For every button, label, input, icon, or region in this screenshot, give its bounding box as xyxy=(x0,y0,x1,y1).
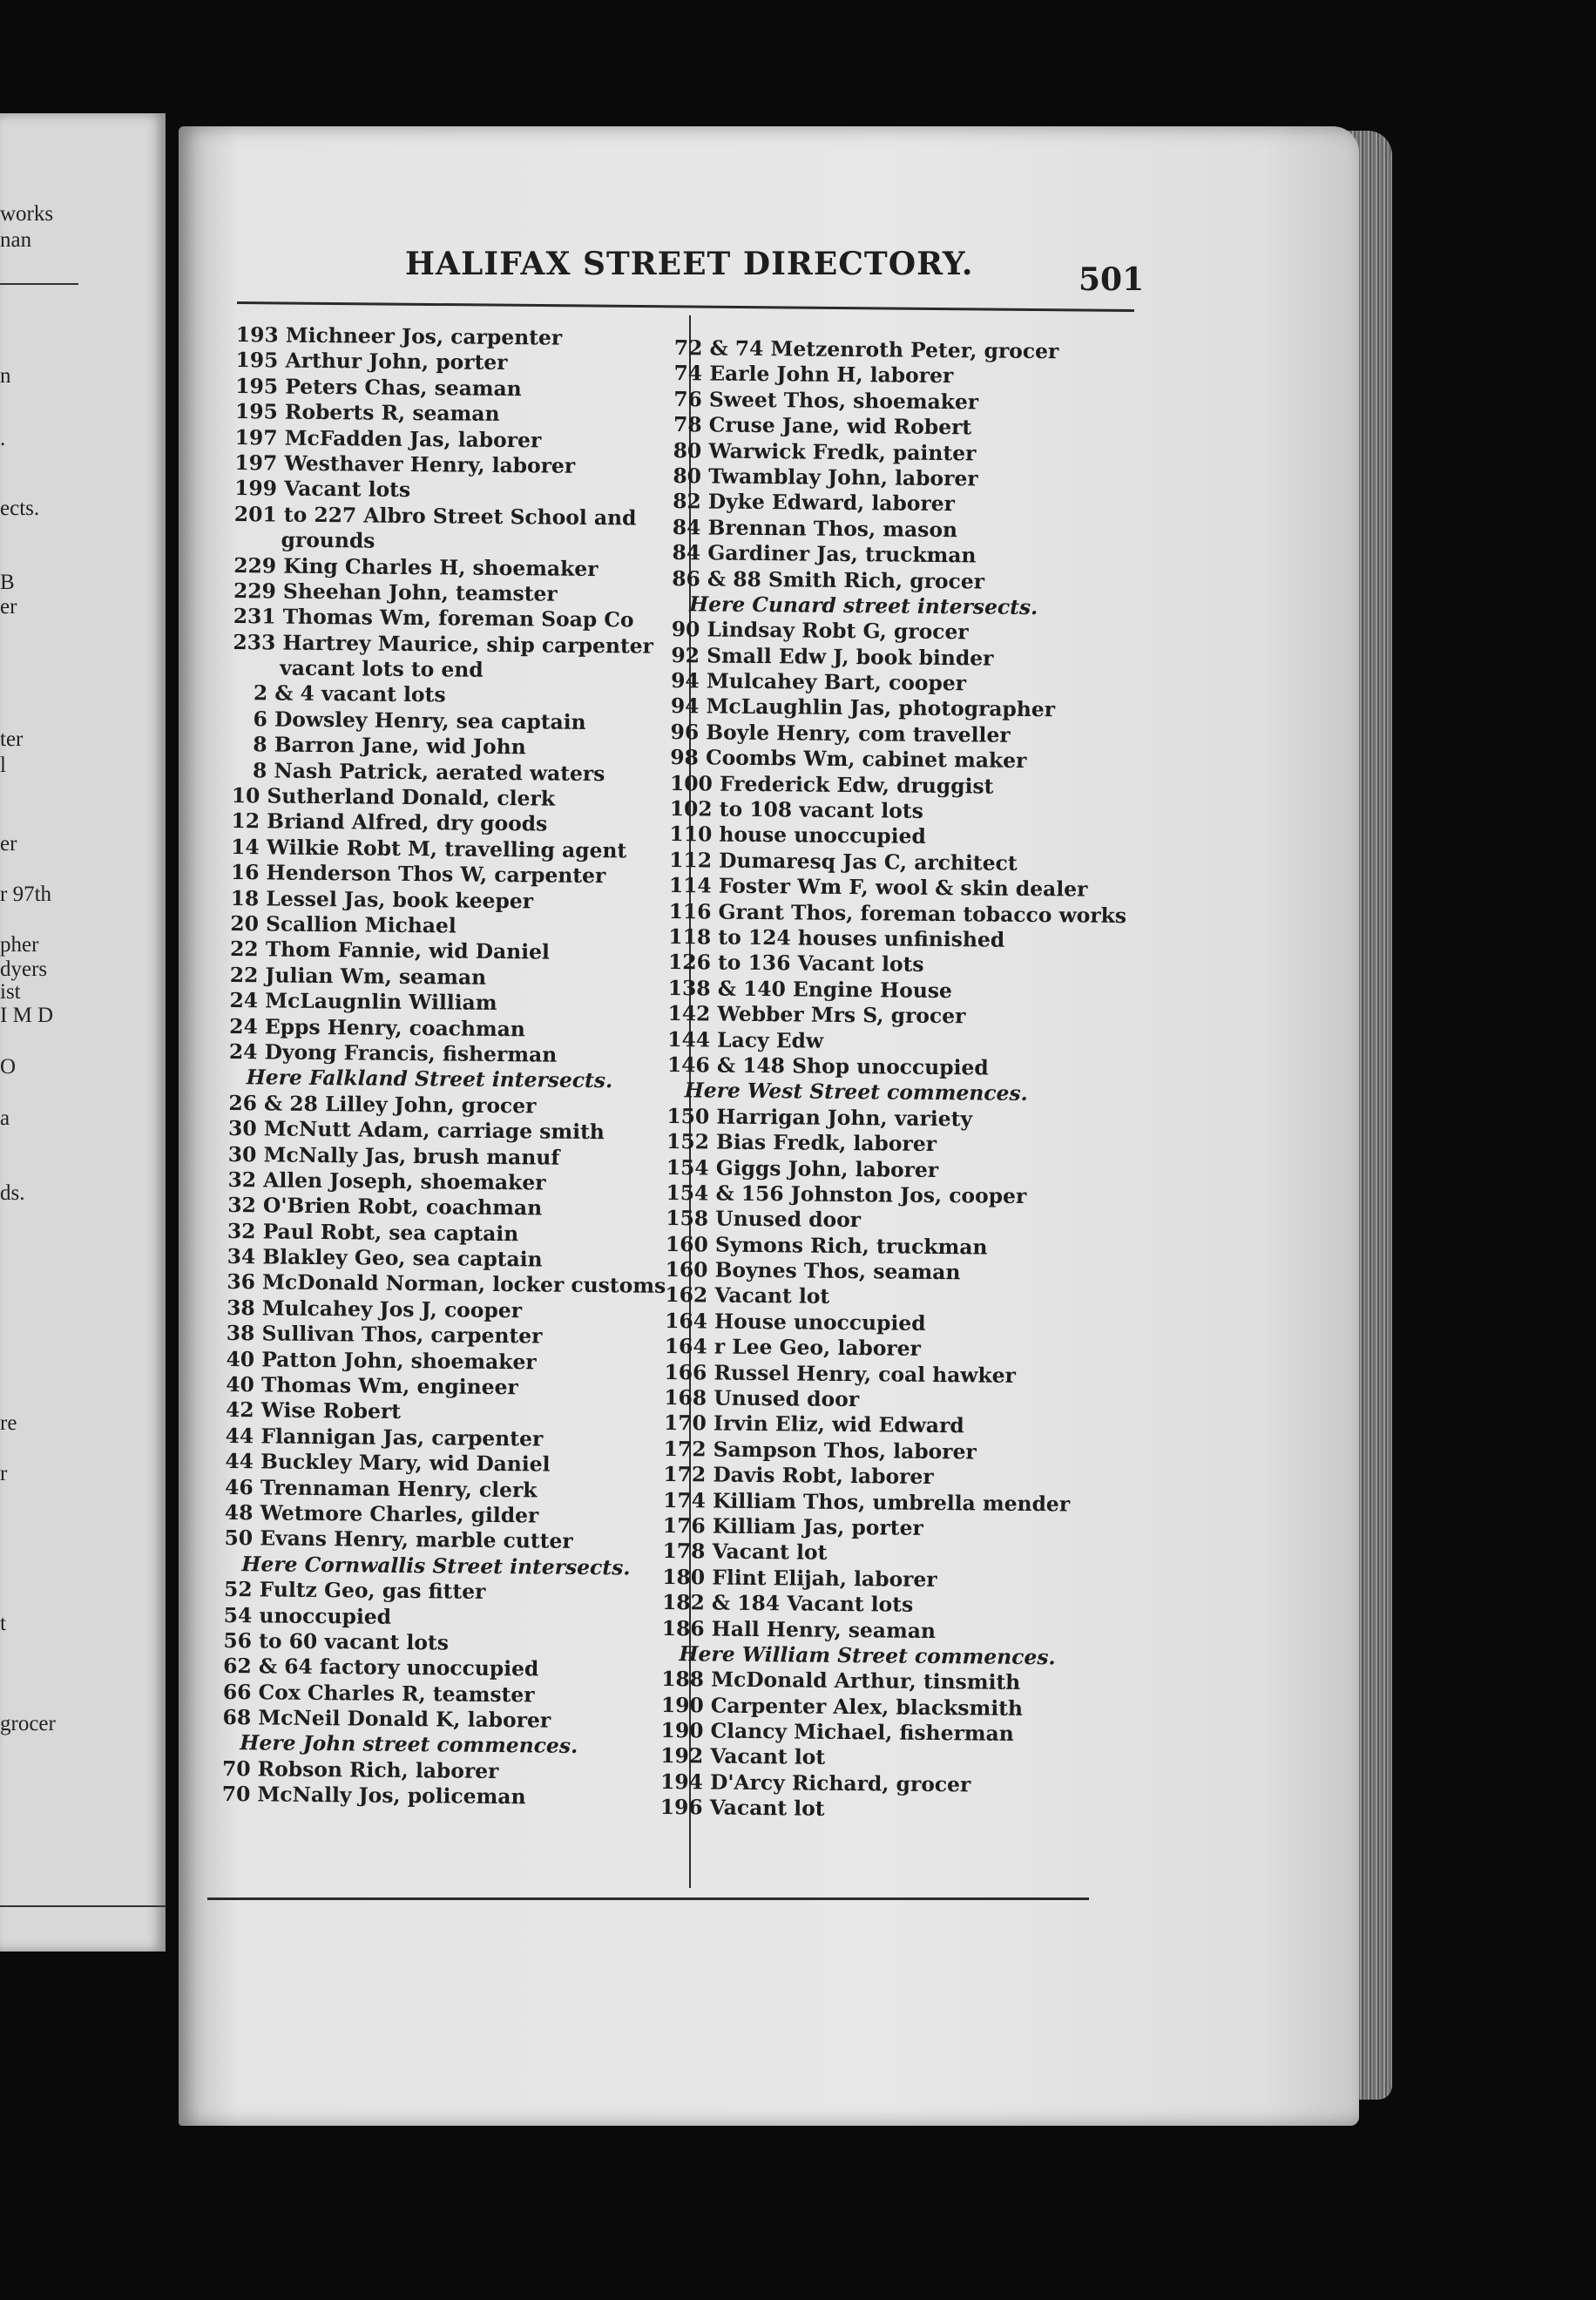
directory-entry: 229 Sheehan John, teamster xyxy=(233,578,558,606)
directory-entry: 112 Dumaresq Jas C, architect xyxy=(669,847,1018,876)
facing-page-fragment: n xyxy=(0,364,11,388)
directory-entry: 84 Gardiner Jas, truckman xyxy=(672,540,977,568)
directory-entry: 231 Thomas Wm, foreman Soap Co xyxy=(233,604,634,632)
directory-entry: 22 Thom Fannie, wid Daniel xyxy=(229,937,550,964)
directory-entry: 46 Trennaman Henry, clerk xyxy=(225,1474,538,1503)
directory-entry: 74 Earle John H, laborer xyxy=(673,361,954,389)
directory-entry: 80 Warwick Fredk, painter xyxy=(673,437,977,465)
directory-entry: grounds xyxy=(281,527,375,553)
directory-entry: 142 Webber Mrs S, grocer xyxy=(667,1001,966,1029)
directory-entry: 188 McDonald Arthur, tinsmith xyxy=(661,1667,1021,1695)
directory-entry: 84 Brennan Thos, mason xyxy=(672,514,958,542)
facing-page-fragment: l xyxy=(0,754,6,777)
directory-entry: 164 House unoccupied xyxy=(665,1308,926,1336)
facing-page-fragment: r 97th xyxy=(0,883,52,906)
directory-column-left xyxy=(217,322,684,1812)
directory-entry: 18 Lessel Jas, book keeper xyxy=(230,885,534,913)
directory-entry: 8 Barron Jane, wid John xyxy=(253,732,526,760)
directory-entry: 178 Vacant lot xyxy=(662,1539,828,1566)
directory-entry: 166 Russel Henry, coal hawker xyxy=(664,1359,1017,1388)
directory-entry: 197 McFadden Jas, laborer xyxy=(234,424,542,452)
directory-entry: 32 Allen Joseph, shoemaker xyxy=(227,1167,546,1195)
directory-entry: 92 Small Edw J, book binder xyxy=(671,642,994,671)
street-intersection-note: Here John street commences. xyxy=(240,1730,578,1759)
directory-entry: 199 Vacant lots xyxy=(234,476,411,503)
directory-entry: 174 Killiam Thos, umbrella mender xyxy=(663,1487,1071,1517)
directory-entry: 80 Twamblay John, laborer xyxy=(673,463,978,491)
facing-page-fragment: r xyxy=(0,1462,8,1485)
facing-page-fragment: er xyxy=(0,595,17,619)
facing-page-fragment: ter xyxy=(0,727,24,751)
directory-entry: 30 McNally Jas, brush manuf xyxy=(227,1141,560,1170)
facing-page-bottom-rule xyxy=(0,1905,166,1907)
directory-entry: 195 Roberts R, seaman xyxy=(234,399,500,427)
directory-entry: 26 & 28 Lilley John, grocer xyxy=(228,1090,537,1119)
directory-entry: 38 Sullivan Thos, carpenter xyxy=(226,1321,543,1349)
directory-entry: 70 Robson Rich, laborer xyxy=(221,1755,499,1783)
directory-entry: 114 Foster Wm F, wool & skin dealer xyxy=(668,873,1088,902)
directory-entry: 56 to 60 vacant lots xyxy=(223,1627,450,1655)
directory-entry: 42 Wise Robert xyxy=(225,1397,402,1424)
facing-page-fragment: pher xyxy=(0,933,39,957)
directory-entry: 22 Julian Wm, seaman xyxy=(229,962,487,990)
street-intersection-note: Here West Street commences. xyxy=(684,1078,1028,1106)
directory-entry: 54 unoccupied xyxy=(223,1602,392,1629)
directory-entry: 201 to 227 Albro Street School and xyxy=(233,501,637,531)
directory-entry: 154 Giggs John, laborer xyxy=(666,1154,939,1182)
directory-entry: 192 Vacant lot xyxy=(660,1743,826,1770)
directory-entry: 24 Epps Henry, coachman xyxy=(229,1013,526,1041)
directory-entry: 176 Killiam Jas, porter xyxy=(662,1512,923,1540)
facing-page-fragment: I M D xyxy=(0,1004,54,1027)
directory-entry: 20 Scallion Michael xyxy=(230,911,456,938)
directory-entry: 146 & 148 Shop unoccupied xyxy=(666,1052,989,1080)
directory-entry: 78 Cruse Jane, wid Robert xyxy=(673,412,972,440)
directory-entry: 36 McDonald Norman, locker customs xyxy=(227,1269,666,1299)
directory-entry: 66 Cox Charles R, teamster xyxy=(222,1679,535,1708)
directory-entry: 32 O'Brien Robt, coachman xyxy=(227,1193,543,1221)
facing-page-fragment: O xyxy=(0,1055,17,1079)
directory-entry: 190 Clancy Michael, fisherman xyxy=(660,1718,1014,1746)
facing-page-fragment: dyers xyxy=(0,957,48,981)
facing-page-fragment: t xyxy=(0,1612,6,1635)
facing-page-fragment: nan xyxy=(0,228,32,252)
directory-entry: 94 Mulcahey Bart, cooper xyxy=(671,668,967,696)
directory-entry: 229 King Charles H, shoemaker xyxy=(233,552,598,581)
directory-entry: 194 D'Arcy Richard, grocer xyxy=(659,1769,971,1797)
directory-entry: 40 Thomas Wm, engineer xyxy=(226,1372,518,1400)
footer-rule xyxy=(207,1898,1089,1900)
directory-entry: 172 Davis Robt, laborer xyxy=(663,1462,934,1490)
directory-entry: 193 Michneer Jos, carpenter xyxy=(235,322,563,350)
directory-entry: 44 Buckley Mary, wid Daniel xyxy=(225,1449,551,1477)
page-number: 501 xyxy=(1079,261,1145,298)
facing-page-fragment: grocer xyxy=(0,1712,56,1735)
directory-entry: 96 Boyle Henry, com traveller xyxy=(670,719,1011,748)
directory-entry: 190 Carpenter Alex, blacksmith xyxy=(660,1692,1024,1721)
facing-page xyxy=(0,113,166,1952)
directory-entry: 158 Unused door xyxy=(666,1206,862,1233)
directory-entry: 154 & 156 Johnston Jos, cooper xyxy=(666,1180,1027,1208)
directory-entry: 30 McNutt Adam, carriage smith xyxy=(227,1116,605,1145)
facing-page-fragment: ds. xyxy=(0,1181,25,1205)
facing-page-rule xyxy=(0,283,78,285)
directory-entry: 86 & 88 Smith Rich, grocer xyxy=(672,565,985,594)
directory-entry: 72 & 74 Metzenroth Peter, grocer xyxy=(673,335,1059,364)
directory-entry: 160 Symons Rich, truckman xyxy=(665,1231,988,1260)
directory-entry: 76 Sweet Thos, shoemaker xyxy=(673,386,979,415)
directory-entry: 6 Dowsley Henry, sea captain xyxy=(253,707,586,734)
directory-entry: 138 & 140 Engine House xyxy=(667,975,953,1003)
directory-entry: 197 Westhaver Henry, laborer xyxy=(234,450,576,478)
street-intersection-note: Here Cunard street intersects. xyxy=(688,592,1038,619)
directory-column-right xyxy=(655,335,1140,1825)
facing-page-fragment: ects. xyxy=(0,497,40,520)
directory-entry: 195 Arthur John, porter xyxy=(235,348,508,375)
directory-entry: 152 Bias Fredk, laborer xyxy=(666,1129,937,1157)
directory-entry: 233 Hartrey Maurice, ship carpenter xyxy=(233,629,654,659)
directory-entry: 14 Wilkie Robt M, travelling agent xyxy=(231,834,627,863)
directory-entry: 82 Dyke Edward, laborer xyxy=(673,489,956,517)
running-head: HALIFAX STREET DIRECTORY. xyxy=(405,246,974,282)
facing-page-fragment: re xyxy=(0,1411,17,1435)
directory-entry: 94 McLaughlin Jas, photographer xyxy=(670,693,1056,722)
directory-entry: 186 Hall Henry, seaman xyxy=(661,1615,937,1643)
street-intersection-note: Here Cornwallis Street intersects. xyxy=(241,1551,631,1580)
directory-entry: 160 Boynes Thos, seaman xyxy=(665,1257,961,1285)
directory-entry: 110 house unoccupied xyxy=(669,822,926,849)
directory-entry: 196 Vacant lot xyxy=(659,1795,825,1822)
directory-entry: 126 to 136 Vacant lots xyxy=(667,950,924,978)
directory-entry: 172 Sampson Thos, laborer xyxy=(663,1436,977,1465)
facing-page-fragment: works xyxy=(0,202,54,226)
directory-entry: vacant lots to end xyxy=(280,655,484,682)
directory-entry: 98 Coombs Wm, cabinet maker xyxy=(670,745,1027,774)
directory-entry: 50 Evans Henry, marble cutter xyxy=(224,1525,573,1554)
directory-entry: 2 & 4 vacant lots xyxy=(253,680,446,707)
directory-entry: 118 to 124 houses unfinished xyxy=(668,924,1005,952)
directory-entry: 24 McLaugnlin William xyxy=(229,988,497,1016)
directory-entry: 40 Patton John, shoemaker xyxy=(226,1346,537,1375)
directory-entry: 100 Frederick Edw, druggist xyxy=(669,770,994,799)
directory-entry: 8 Nash Patrick, aerated waters xyxy=(252,757,605,786)
directory-entry: 116 Grant Thos, foreman tobacco works xyxy=(668,898,1127,928)
directory-entry: 90 Lindsay Robt G, grocer xyxy=(671,617,969,645)
street-intersection-note: Here William Street commences. xyxy=(679,1641,1056,1670)
directory-entry: 150 Harrigan John, variety xyxy=(666,1103,973,1132)
directory-entry: 180 Flint Elijah, laborer xyxy=(662,1564,937,1592)
directory-entry: 52 Fultz Geo, gas fitter xyxy=(223,1577,486,1605)
directory-entry: 182 & 184 Vacant lots xyxy=(661,1590,914,1617)
directory-entry: 168 Unused door xyxy=(664,1385,860,1412)
directory-entry: 34 Blakley Geo, sea captain xyxy=(227,1244,543,1272)
directory-entry: 195 Peters Chas, seaman xyxy=(235,373,522,401)
directory-entry: 44 Flannigan Jas, carpenter xyxy=(225,1423,544,1451)
directory-entry: 70 McNally Jos, policeman xyxy=(221,1782,526,1810)
directory-entry: 102 to 108 vacant lots xyxy=(669,796,923,823)
street-intersection-note: Here Falkland Street intersects. xyxy=(246,1065,613,1093)
directory-entry: 32 Paul Robt, sea captain xyxy=(227,1218,519,1246)
facing-page-fragment: a xyxy=(0,1106,10,1130)
facing-page-fragment: . xyxy=(0,427,6,450)
directory-entry: 164 r Lee Geo, laborer xyxy=(664,1334,922,1362)
directory-entry: 10 Sutherland Donald, clerk xyxy=(231,783,556,811)
directory-entry: 170 Irvin Eliz, wid Edward xyxy=(663,1410,964,1438)
directory-entry: 16 Henderson Thos W, carpenter xyxy=(230,860,606,889)
facing-page-fragment: ist xyxy=(0,980,21,1004)
directory-entry: 24 Dyong Francis, fisherman xyxy=(228,1038,558,1067)
directory-entry: 38 Mulcahey Jos J, cooper xyxy=(227,1295,523,1323)
directory-entry: 12 Briand Alfred, dry goods xyxy=(231,808,548,836)
directory-entry: 48 Wetmore Charles, gilder xyxy=(224,1499,539,1528)
directory-entry: 162 Vacant lot xyxy=(665,1282,830,1309)
directory-entry: 144 Lacy Edw xyxy=(667,1026,824,1053)
facing-page-fragment: B xyxy=(0,571,15,594)
directory-entry: 68 McNeil Donald K, laborer xyxy=(222,1705,551,1733)
facing-page-fragment: er xyxy=(0,832,17,856)
directory-entry: 62 & 64 factory unoccupied xyxy=(223,1654,539,1681)
